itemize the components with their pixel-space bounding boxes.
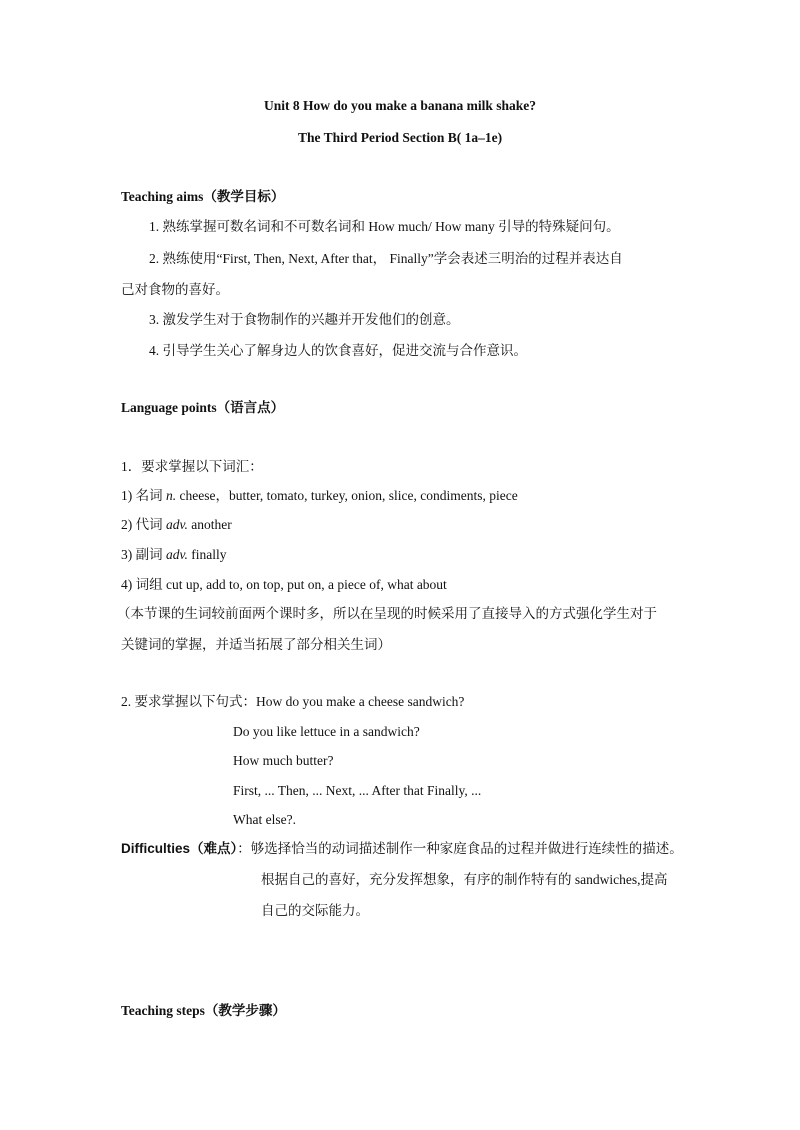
difficulties-line: Difficulties（难点）：够选择恰当的动词描述制作一种家庭食品的过程并做进行连续性的描述。: [121, 841, 683, 856]
aim-item: 2. 熟练使用“First, Then, Next, After that， Finally”学会表述三明治的过程并表达自: [149, 251, 623, 266]
note-line: （本节课的生词较前面两个课时多，所以在呈现的时候采用了直接导入的方式强化学生对于: [117, 606, 657, 621]
aim-item: 3. 激发学生对于食物制作的兴趣并开发他们的创意。: [149, 312, 460, 327]
sentence-line: First, ... Then, ... Next, ... After that Finally, ...: [233, 783, 482, 798]
difficulties-label: Difficulties（难点）: [121, 841, 238, 856]
aim-item: 4. 引导学生关心了解身边人的饮食喜好，促进交流与合作意识。: [149, 343, 527, 358]
vocab-line: 1) 名词 n. cheese，butter, tomato, turkey, onion, slice, condiments, piece: [121, 488, 518, 503]
sentences-title: 2. 要求掌握以下句式：How do you make a cheese sandwich?: [121, 694, 465, 709]
vocab-line: 2) 代词 adv. another: [121, 517, 232, 532]
difficulties-line: 自己的交际能力。: [261, 903, 369, 918]
teaching-aims-heading: Teaching aims（教学目标）: [121, 189, 285, 204]
sentence-line: Do you like lettuce in a sandwich?: [233, 724, 420, 739]
page-subtitle: The Third Period Section B( 1a–1e): [297, 130, 503, 145]
difficulties-line: 根据自己的喜好，充分发挥想象，有序的制作特有的 sandwiches,提高: [261, 872, 668, 887]
page-title: Unit 8 How do you make a banana milk shake?: [264, 98, 536, 113]
vocab-title: 1．要求掌握以下词汇：: [121, 459, 263, 474]
teaching-steps-heading: Teaching steps（教学步骤）: [121, 1003, 286, 1018]
aim-item: 1. 熟练掌握可数名词和不可数名词和 How much/ How many 引导的特殊疑问句。: [149, 219, 620, 234]
sentence-line: What else?.: [233, 812, 296, 827]
note-line: 关键词的掌握，并适当拓展了部分相关生词）: [121, 637, 391, 652]
language-points-heading: Language points（语言点）: [121, 400, 285, 415]
aim-item: 己对食物的喜好。: [121, 282, 229, 297]
vocab-line: 3) 副词 adv. finally: [121, 547, 227, 562]
vocab-line: 4) 词组 cut up, add to, on top, put on, a piece of, what about: [121, 577, 447, 592]
sentence-line: How much butter?: [233, 753, 334, 768]
